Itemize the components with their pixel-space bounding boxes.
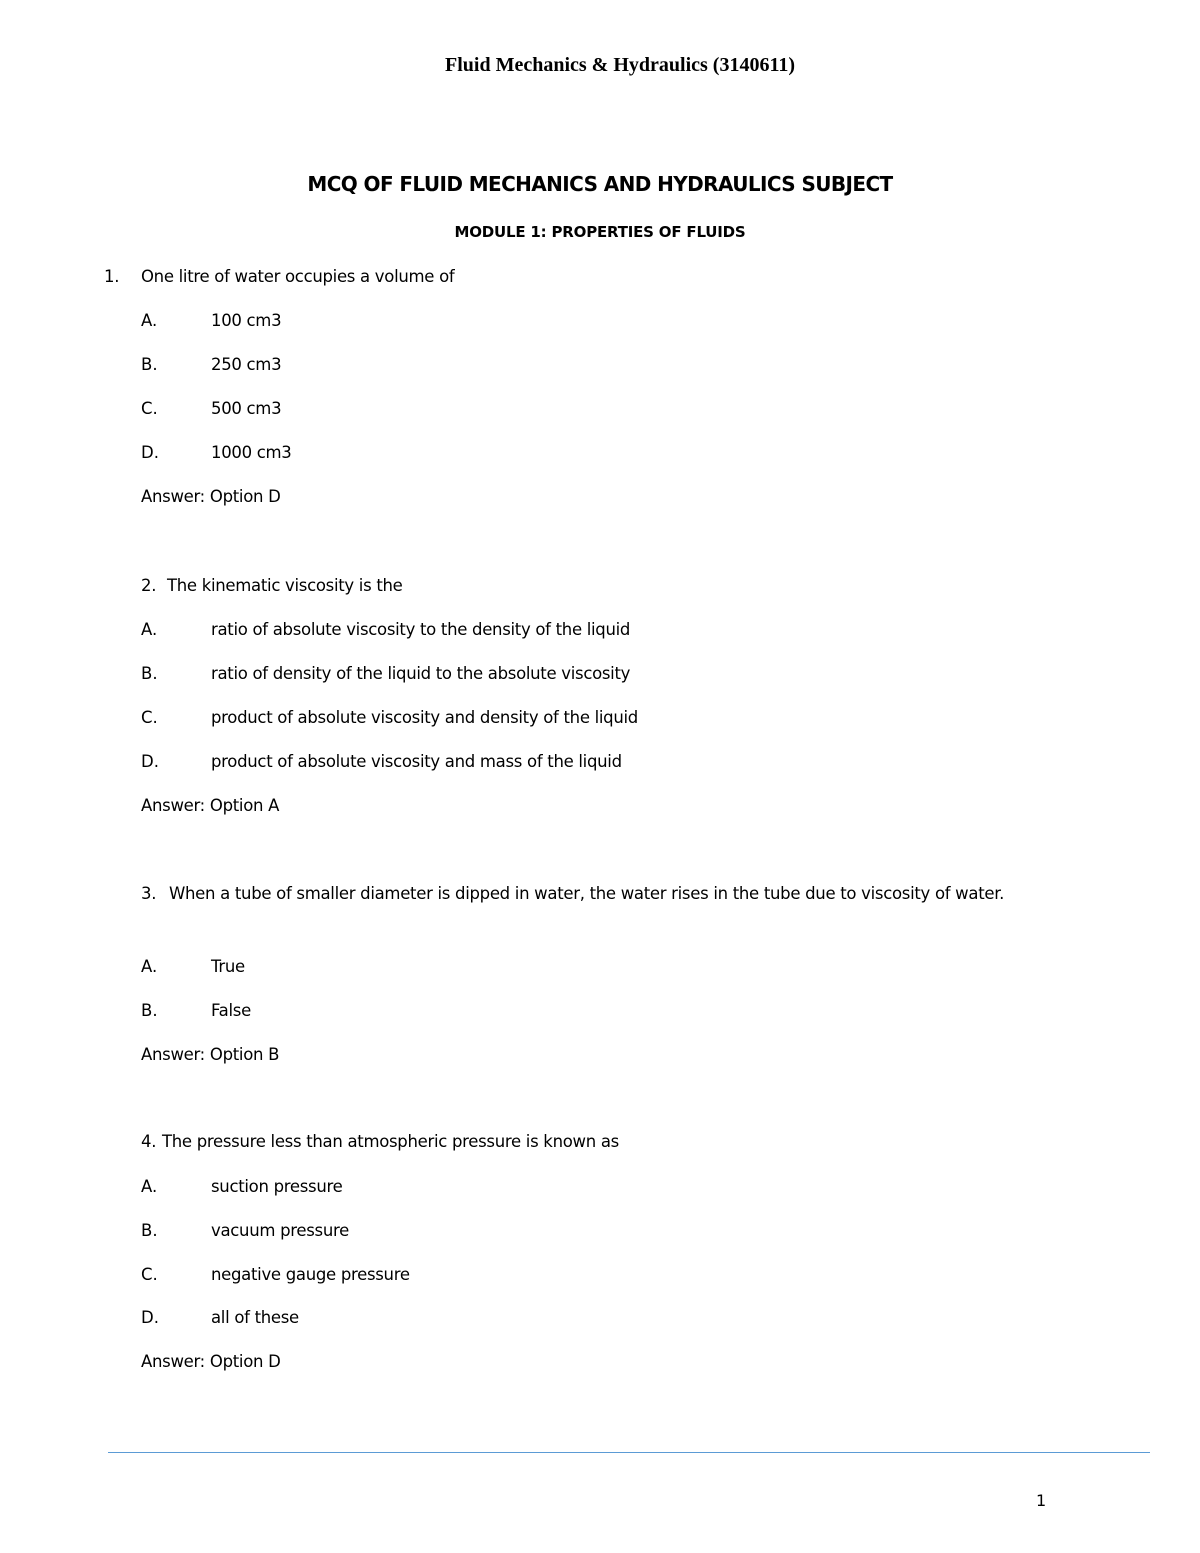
option-letter: B. [141, 664, 158, 683]
option-text: True [211, 957, 245, 976]
option-text: vacuum pressure [211, 1221, 349, 1240]
question-text: When a tube of smaller diameter is dipped in water, the water rises in the tube due to viscosity of water. [169, 884, 1005, 903]
option-text: 500 cm3 [211, 399, 282, 418]
option-letter: B. [141, 1221, 158, 1240]
option-letter: D. [141, 752, 159, 771]
option-letter: B. [141, 1001, 158, 1020]
option-text: ratio of absolute viscosity to the density of the liquid [211, 620, 631, 639]
option-text: ratio of density of the liquid to the absolute viscosity [211, 664, 631, 683]
module-title: MODULE 1: PROPERTIES OF FLUIDS [454, 223, 746, 241]
option-text: 100 cm3 [211, 311, 282, 330]
document-title: MCQ OF FLUID MECHANICS AND HYDRAULICS SUBJECT [307, 172, 893, 196]
page-number: 1 [1036, 1491, 1047, 1510]
option-text: all of these [211, 1308, 299, 1327]
option-text: False [211, 1001, 251, 1020]
question-number: 3. [141, 884, 157, 903]
option-letter: D. [141, 1308, 159, 1327]
option-letter: B. [141, 355, 158, 374]
option-letter: A. [141, 957, 158, 976]
answer-line: Answer: Option A [141, 796, 280, 815]
option-letter: C. [141, 399, 158, 418]
option-letter: A. [141, 311, 158, 330]
option-text: negative gauge pressure [211, 1265, 410, 1284]
option-letter: C. [141, 708, 158, 727]
question-number: 4. [141, 1132, 157, 1151]
option-text: 250 cm3 [211, 355, 282, 374]
option-letter: A. [141, 620, 158, 639]
question-text: The pressure less than atmospheric pressure is known as [162, 1132, 619, 1151]
page-header: Fluid Mechanics & Hydraulics (3140611) [445, 54, 795, 76]
option-letter: A. [141, 1177, 158, 1196]
option-text: suction pressure [211, 1177, 343, 1196]
option-text: product of absolute viscosity and density of the liquid [211, 708, 638, 727]
answer-line: Answer: Option B [141, 1045, 280, 1064]
footer-divider [108, 1452, 1150, 1453]
option-letter: C. [141, 1265, 158, 1284]
answer-line: Answer: Option D [141, 1352, 281, 1371]
answer-line: Answer: Option D [141, 487, 281, 506]
question-number: 1. [104, 267, 120, 286]
question-number: 2. [141, 576, 157, 595]
option-text: product of absolute viscosity and mass of the liquid [211, 752, 622, 771]
option-text: 1000 cm3 [211, 443, 292, 462]
option-letter: D. [141, 443, 159, 462]
question-text: One litre of water occupies a volume of [141, 267, 455, 286]
question-text: The kinematic viscosity is the [167, 576, 403, 595]
